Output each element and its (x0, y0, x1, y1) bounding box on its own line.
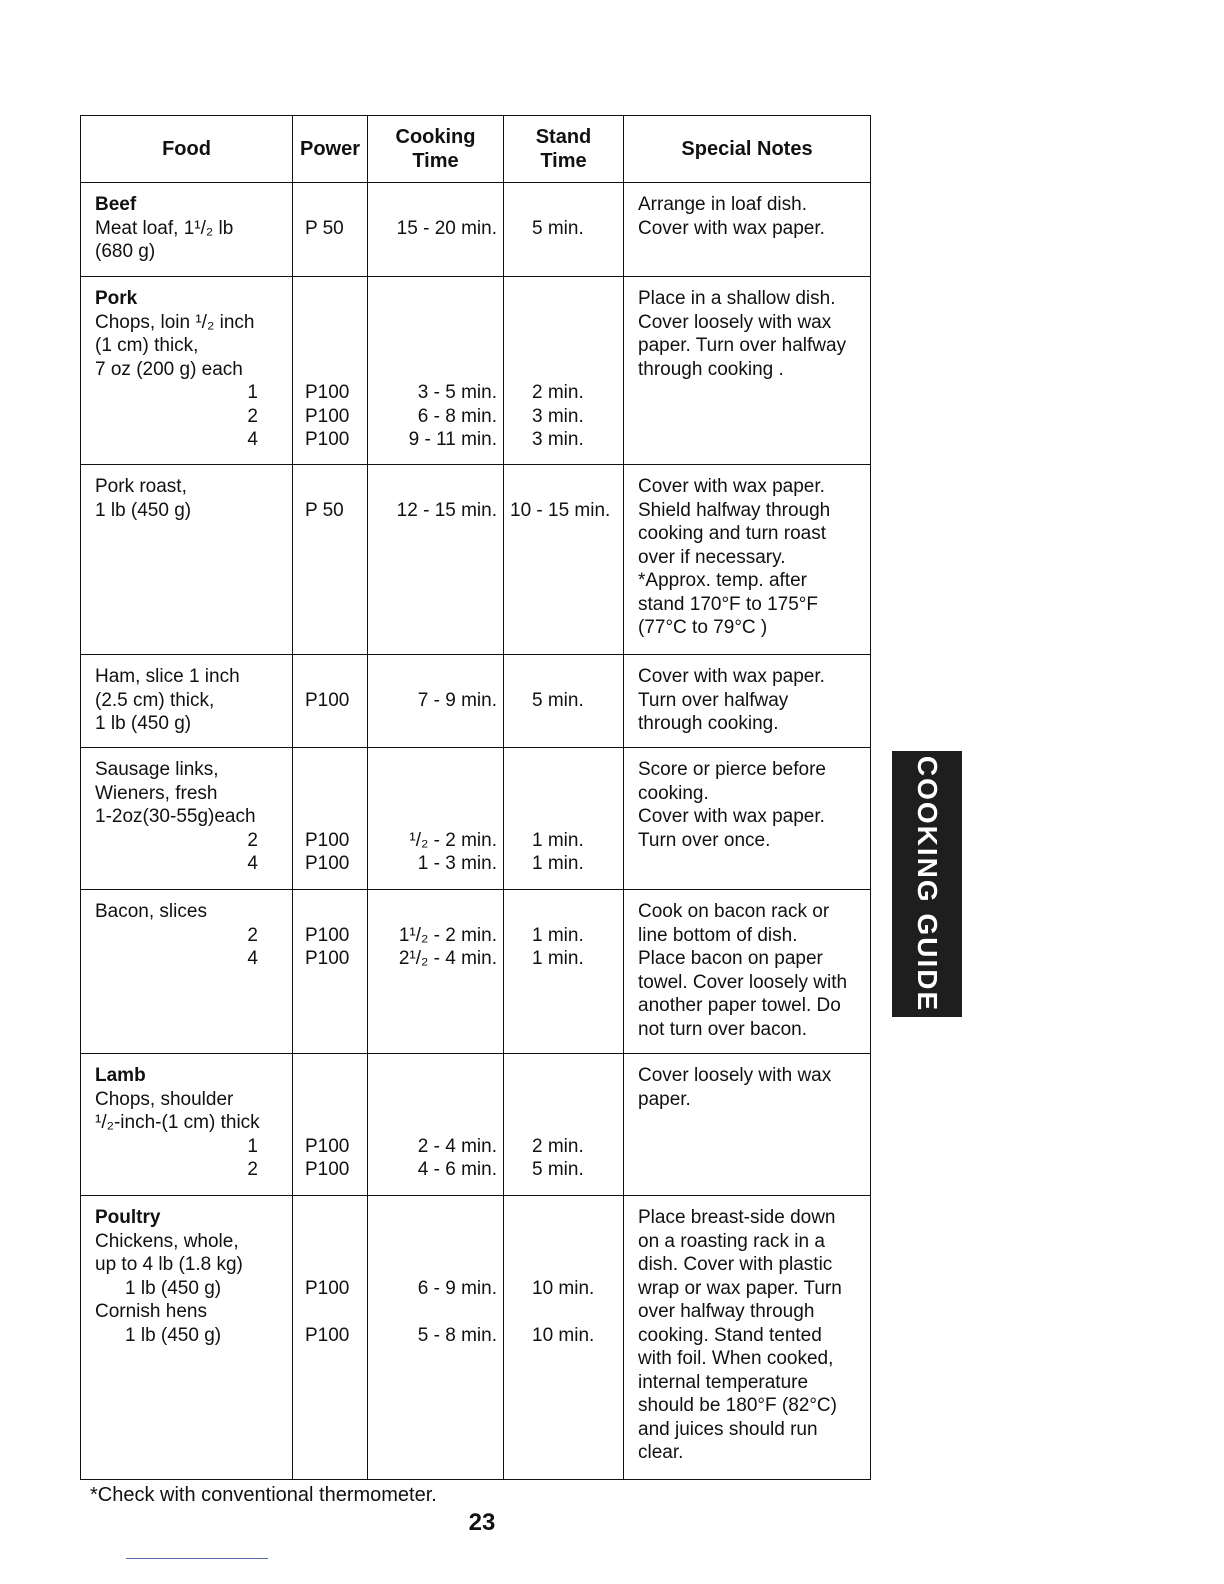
power-value (293, 287, 367, 311)
cooking-time-value (368, 287, 503, 311)
food-line: ¹/₂-inch-(1 cm) thick (95, 1112, 260, 1133)
note-line: wrap or wax paper. Turn (638, 1277, 842, 1299)
cooking-time-value: 9 - 11 min. (408, 429, 497, 450)
header-food: Food (81, 116, 293, 183)
power-value: P100 (305, 382, 350, 403)
stand-time-value: 3 min. (532, 405, 584, 427)
section-tab-label: COOKING GUIDE (912, 755, 943, 1013)
cooking-time-value (368, 193, 503, 217)
food-line: 4 (247, 429, 258, 450)
table-row (81, 183, 871, 277)
power-value (293, 900, 367, 924)
food-cell (81, 890, 293, 1054)
header-power: Power (293, 116, 368, 183)
table-body (81, 183, 871, 1480)
section-tab (892, 751, 962, 1017)
special-notes-cell (624, 465, 871, 655)
food-line: 2 (247, 829, 258, 851)
power-value (293, 805, 367, 829)
stand-time-cell (504, 890, 624, 1054)
note-line: Turn over halfway (638, 689, 789, 711)
note-line: dish. Cover with plastic (638, 1254, 833, 1275)
cooking-time-value: ¹/₂ - 2 min. (409, 829, 497, 851)
food-category: Lamb (95, 1065, 146, 1086)
note-line: cooking. (638, 782, 709, 804)
note-line: over if necessary. (638, 546, 786, 568)
special-notes-cell (624, 748, 871, 890)
stand-time-value (504, 358, 623, 382)
power-value: P100 (305, 1159, 350, 1180)
power-cell (293, 277, 368, 465)
cooking-time-value (368, 1253, 503, 1277)
food-line: 2 (247, 405, 258, 427)
food-category: Pork (95, 288, 138, 309)
food-line: (680 g) (95, 241, 156, 262)
power-value (293, 1111, 367, 1135)
stand-time-value (504, 193, 623, 217)
food-line: 1 (247, 382, 258, 403)
note-line: Place breast-side down (638, 1207, 836, 1228)
power-value (293, 1064, 367, 1088)
stand-time-value (504, 1111, 623, 1135)
food-cell (81, 277, 293, 465)
food-line: Pork roast, (95, 476, 187, 497)
note-line: Cover loosely with wax (638, 1065, 832, 1086)
food-line: Meat loaf, 1¹/₂ lb (95, 217, 234, 239)
scan-mark (126, 1558, 268, 1559)
special-notes-cell (624, 1196, 871, 1480)
stand-time-value (504, 900, 623, 924)
note-line: paper. Turn over halfway (638, 335, 847, 356)
cooking-time-value: 6 - 9 min. (417, 1277, 497, 1299)
food-line: 4 (247, 853, 258, 874)
power-value (293, 358, 367, 382)
power-value (293, 1206, 367, 1230)
food-line: (2.5 cm) thick, (95, 689, 215, 711)
cooking-time-value: 1¹/₂ - 2 min. (398, 924, 497, 946)
header-cooking-time: Cooking Time (368, 116, 504, 183)
food-line: Wieners, fresh (95, 782, 218, 804)
cooking-time-value: 3 - 5 min. (417, 382, 497, 403)
food-line: Chickens, whole, (95, 1230, 239, 1252)
power-value: P100 (305, 405, 350, 427)
food-cell (81, 1054, 293, 1196)
note-line: and juices should run (638, 1418, 818, 1440)
stand-time-cell (504, 748, 624, 890)
cooking-guide-table (80, 115, 871, 1480)
note-line: not turn over bacon. (638, 1018, 807, 1040)
stand-time-value (504, 287, 623, 311)
stand-time-cell (504, 655, 624, 748)
stand-time-value (504, 1088, 623, 1112)
note-line: towel. Cover loosely with (638, 971, 848, 993)
note-line: cooking and turn roast (638, 523, 827, 544)
power-value: P100 (305, 1277, 350, 1299)
cooking-time-value (368, 1206, 503, 1230)
stand-time-value: 10 min. (532, 1277, 595, 1299)
stand-time-value: 1 min. (532, 948, 584, 969)
food-line: 4 (247, 948, 258, 969)
table-row (81, 748, 871, 890)
note-line: line bottom of dish. (638, 924, 798, 946)
cooking-time-value (368, 1230, 503, 1254)
special-notes-cell (624, 277, 871, 465)
food-line: Cornish hens (95, 1301, 207, 1322)
cooking-time-value (368, 900, 503, 924)
power-cell (293, 748, 368, 890)
cooking-time-value: 7 - 9 min. (417, 689, 497, 711)
note-line: Cook on bacon rack or (638, 901, 830, 922)
note-line: internal temperature (638, 1371, 809, 1393)
cooking-time-value: 5 - 8 min. (417, 1324, 497, 1346)
power-value: P100 (305, 924, 350, 946)
food-line: 1-2oz(30-55g)each (95, 806, 256, 827)
food-line: 7 oz (200 g) each (95, 358, 243, 380)
cooking-time-value (368, 358, 503, 382)
stand-time-value (504, 475, 623, 499)
cooking-time-value (368, 805, 503, 829)
special-notes-cell (624, 890, 871, 1054)
food-category: Poultry (95, 1207, 161, 1228)
stand-time-value: 1 min. (532, 853, 584, 874)
cooking-time-value: 2 - 4 min. (417, 1135, 497, 1157)
food-line: up to 4 lb (1.8 kg) (95, 1254, 243, 1275)
power-value (293, 311, 367, 335)
note-line: another paper towel. Do (638, 995, 841, 1016)
header-stand-time: Stand Time (504, 116, 624, 183)
food-line: 2 (247, 924, 258, 946)
stand-time-value (504, 665, 623, 689)
food-line: 1 lb (450 g) (125, 1324, 222, 1346)
note-line: cooking. Stand tented (638, 1324, 822, 1346)
note-line: Cover with wax paper. (638, 476, 825, 497)
cooking-time-value: 2¹/₂ - 4 min. (398, 948, 497, 969)
cooking-time-value (368, 311, 503, 335)
power-value: P 50 (305, 217, 344, 239)
power-value: P100 (305, 689, 350, 711)
stand-time-value (504, 805, 623, 829)
food-cell (81, 465, 293, 655)
note-line: stand 170°F to 175°F (638, 593, 818, 615)
cooking-time-value (368, 1111, 503, 1135)
food-line: 1 (247, 1135, 258, 1157)
cooking-time-cell (368, 1054, 504, 1196)
note-line: Place bacon on paper (638, 948, 823, 969)
table-row (81, 655, 871, 748)
cooking-time-value (368, 758, 503, 782)
cooking-time-value (368, 1064, 503, 1088)
note-line: Cover with wax paper. (638, 217, 825, 239)
power-cell (293, 465, 368, 655)
note-line: paper. (638, 1088, 691, 1110)
stand-time-value (504, 1064, 623, 1088)
cooking-time-cell (368, 748, 504, 890)
note-line: on a roasting rack in a (638, 1230, 825, 1252)
stand-time-cell (504, 465, 624, 655)
note-line: should be 180°F (82°C) (638, 1395, 837, 1416)
header-special-notes: Special Notes (624, 116, 871, 183)
cooking-time-value: 6 - 8 min. (417, 405, 497, 427)
stand-time-value (504, 1300, 623, 1324)
power-value (293, 1088, 367, 1112)
food-cell (81, 655, 293, 748)
food-line: Chops, loin ¹/₂ inch (95, 311, 255, 333)
cooking-time-value: 1 - 3 min. (417, 853, 497, 874)
stand-time-cell (504, 1196, 624, 1480)
food-line: 1 lb (450 g) (125, 1277, 222, 1299)
power-value (293, 1253, 367, 1277)
stand-time-cell (504, 277, 624, 465)
power-value: P100 (305, 829, 350, 851)
stand-time-cell (504, 183, 624, 277)
note-line: Cover with wax paper. (638, 806, 825, 827)
stand-time-value (504, 1230, 623, 1254)
special-notes-cell (624, 183, 871, 277)
note-line: with foil. When cooked, (638, 1348, 834, 1369)
stand-time-value: 1 min. (532, 829, 584, 851)
note-line: Arrange in loaf dish. (638, 194, 807, 215)
food-line: Bacon, slices (95, 901, 207, 922)
cooking-time-value (368, 475, 503, 499)
stand-time-value: 3 min. (532, 429, 584, 450)
power-value (293, 782, 367, 806)
footnote: *Check with conventional thermometer. (90, 1484, 437, 1506)
stand-time-value: 10 - 15 min. (510, 499, 611, 521)
cooking-time-value (368, 665, 503, 689)
note-line: *Approx. temp. after (638, 570, 807, 591)
power-value (293, 193, 367, 217)
table-row (81, 1196, 871, 1480)
cooking-time-value: 15 - 20 min. (396, 217, 497, 239)
cooking-time-cell (368, 465, 504, 655)
table-row (81, 465, 871, 655)
food-cell (81, 748, 293, 890)
power-value (293, 1300, 367, 1324)
note-line: through cooking . (638, 358, 784, 380)
food-cell (81, 1196, 293, 1480)
stand-time-value: 10 min. (532, 1324, 595, 1346)
stand-time-value (504, 334, 623, 358)
cooking-time-value: 12 - 15 min. (396, 499, 497, 521)
note-line: Cover with wax paper. (638, 666, 825, 687)
cooking-time-value (368, 782, 503, 806)
note-line: Score or pierce before (638, 759, 826, 780)
stand-time-value (504, 782, 623, 806)
note-line: (77°C to 79°C ) (638, 617, 768, 638)
note-line: clear. (638, 1442, 684, 1463)
stand-time-value: 2 min. (532, 382, 584, 403)
stand-time-value: 2 min. (532, 1135, 584, 1157)
power-cell (293, 1054, 368, 1196)
power-value: P100 (305, 948, 350, 969)
table-row (81, 890, 871, 1054)
stand-time-value: 1 min. (532, 924, 584, 946)
food-line: Sausage links, (95, 759, 219, 780)
special-notes-cell (624, 1054, 871, 1196)
power-cell (293, 890, 368, 1054)
cooking-time-value: 4 - 6 min. (417, 1159, 497, 1180)
power-value (293, 1230, 367, 1254)
power-value: P100 (305, 1324, 350, 1346)
power-value (293, 475, 367, 499)
power-cell (293, 183, 368, 277)
page-number: 23 (468, 1509, 496, 1536)
food-cell (81, 183, 293, 277)
power-value (293, 665, 367, 689)
power-value: P 50 (305, 499, 344, 521)
stand-time-value (504, 758, 623, 782)
stand-time-value: 5 min. (532, 689, 584, 711)
cooking-time-cell (368, 890, 504, 1054)
note-line: over halfway through (638, 1301, 815, 1322)
stand-time-value: 5 min. (532, 217, 584, 239)
food-line: 2 (247, 1159, 258, 1180)
food-line: 1 lb (450 g) (95, 499, 192, 521)
power-value (293, 758, 367, 782)
stand-time-value: 5 min. (532, 1159, 584, 1180)
cooking-time-value (368, 1088, 503, 1112)
table-header-row (81, 116, 871, 183)
cooking-time-value (368, 334, 503, 358)
power-value: P100 (305, 853, 350, 874)
note-line: Shield halfway through (638, 499, 831, 521)
cooking-time-cell (368, 183, 504, 277)
cooking-time-cell (368, 655, 504, 748)
power-value (293, 334, 367, 358)
stand-time-value (504, 1253, 623, 1277)
food-line: 1 lb (450 g) (95, 713, 192, 734)
stand-time-value (504, 1206, 623, 1230)
stand-time-cell (504, 1054, 624, 1196)
power-value: P100 (305, 429, 350, 450)
table-row (81, 1054, 871, 1196)
power-cell (293, 655, 368, 748)
cooking-time-cell (368, 277, 504, 465)
cooking-time-value (368, 1300, 503, 1324)
note-line: through cooking. (638, 713, 779, 734)
note-line: Turn over once. (638, 829, 771, 851)
note-line: Place in a shallow dish. (638, 288, 836, 309)
special-notes-cell (624, 655, 871, 748)
food-line: (1 cm) thick, (95, 335, 199, 356)
power-cell (293, 1196, 368, 1480)
cooking-time-cell (368, 1196, 504, 1480)
food-line: Chops, shoulder (95, 1088, 234, 1110)
table-row (81, 277, 871, 465)
note-line: Cover loosely with wax (638, 311, 832, 333)
food-category: Beef (95, 194, 137, 215)
stand-time-value (504, 311, 623, 335)
power-value: P100 (305, 1135, 350, 1157)
food-line: Ham, slice 1 inch (95, 666, 240, 687)
